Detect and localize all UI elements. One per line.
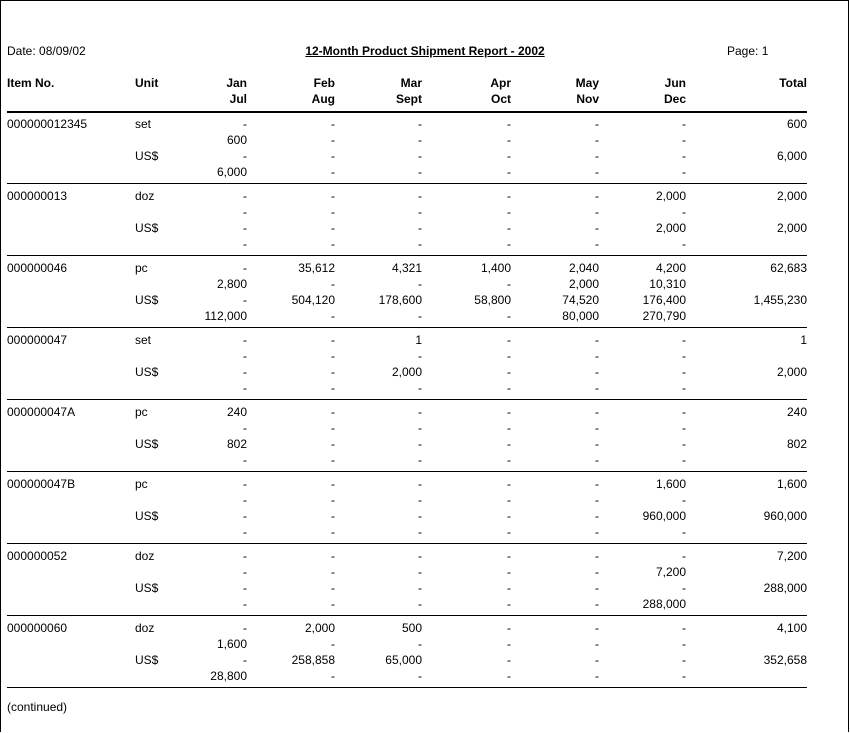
row-divider bbox=[7, 615, 807, 616]
month-value: - bbox=[243, 597, 247, 611]
month-value: - bbox=[595, 525, 599, 539]
month-value: - bbox=[418, 421, 422, 435]
month-value: - bbox=[682, 493, 686, 507]
month-value: - bbox=[507, 581, 511, 595]
month-value: 74,520 bbox=[562, 293, 599, 307]
month-value: - bbox=[595, 549, 599, 563]
month-value: 600 bbox=[226, 133, 247, 147]
qty-total: 1 bbox=[800, 333, 807, 347]
month-value: - bbox=[507, 221, 511, 235]
header-month-bottom: Dec bbox=[663, 92, 686, 106]
month-value: 1,600 bbox=[216, 637, 247, 651]
month-value: - bbox=[243, 621, 247, 635]
month-value: - bbox=[682, 237, 686, 251]
month-value: - bbox=[595, 621, 599, 635]
month-value: - bbox=[682, 653, 686, 667]
month-value: - bbox=[418, 165, 422, 179]
month-value: - bbox=[331, 205, 335, 219]
month-value: - bbox=[595, 149, 599, 163]
unit-label: pc bbox=[135, 405, 148, 419]
month-value: - bbox=[331, 525, 335, 539]
unit-label: pc bbox=[135, 261, 148, 275]
header-month-top: Mar bbox=[400, 76, 422, 90]
month-value: - bbox=[507, 165, 511, 179]
month-value: - bbox=[507, 237, 511, 251]
month-value: - bbox=[331, 381, 335, 395]
month-value: 176,400 bbox=[642, 293, 686, 307]
month-value: - bbox=[243, 261, 247, 275]
unit-label: pc bbox=[135, 477, 148, 491]
month-value: - bbox=[331, 277, 335, 291]
month-value: - bbox=[507, 637, 511, 651]
month-value: - bbox=[331, 669, 335, 683]
month-value: - bbox=[243, 189, 247, 203]
month-value: - bbox=[507, 277, 511, 291]
month-value: - bbox=[682, 405, 686, 419]
header-month-top: May bbox=[575, 76, 599, 90]
month-value: - bbox=[331, 221, 335, 235]
month-value: - bbox=[243, 477, 247, 491]
month-value: 178,600 bbox=[378, 293, 422, 307]
month-value: - bbox=[507, 405, 511, 419]
item-number: 000000013 bbox=[7, 189, 68, 203]
month-value: - bbox=[507, 509, 511, 523]
month-value: - bbox=[243, 237, 247, 251]
month-value: - bbox=[331, 581, 335, 595]
month-value: 504,120 bbox=[291, 293, 335, 307]
currency-label: US$ bbox=[135, 437, 159, 451]
month-value: - bbox=[595, 405, 599, 419]
month-value: - bbox=[595, 565, 599, 579]
qty-total: 600 bbox=[786, 117, 807, 131]
header-month-bottom: Sept bbox=[395, 92, 422, 106]
item-number: 000000047B bbox=[7, 477, 76, 491]
month-value: - bbox=[595, 165, 599, 179]
header-month-bottom: Aug bbox=[311, 92, 335, 106]
month-value: - bbox=[418, 205, 422, 219]
header-month-bottom: Jul bbox=[229, 92, 247, 106]
month-value: - bbox=[595, 117, 599, 131]
usd-total: 802 bbox=[786, 437, 807, 451]
month-value: - bbox=[682, 525, 686, 539]
month-value: - bbox=[682, 437, 686, 451]
month-value: - bbox=[507, 117, 511, 131]
row-divider bbox=[7, 687, 807, 688]
usd-total: 2,000 bbox=[776, 221, 807, 235]
month-value: - bbox=[418, 277, 422, 291]
month-value: - bbox=[507, 349, 511, 363]
month-value: 288,000 bbox=[642, 597, 686, 611]
month-value: - bbox=[331, 365, 335, 379]
month-value: 58,800 bbox=[474, 293, 511, 307]
month-value: - bbox=[507, 477, 511, 491]
month-value: - bbox=[243, 349, 247, 363]
row-divider bbox=[7, 471, 807, 472]
month-value: - bbox=[595, 453, 599, 467]
month-value: - bbox=[418, 381, 422, 395]
unit-label: doz bbox=[135, 549, 155, 563]
month-value: - bbox=[507, 189, 511, 203]
month-value: 80,000 bbox=[562, 309, 599, 323]
month-value: - bbox=[418, 477, 422, 491]
usd-total: 1,455,230 bbox=[753, 293, 807, 307]
month-value: - bbox=[418, 581, 422, 595]
month-value: - bbox=[682, 621, 686, 635]
month-value: - bbox=[682, 349, 686, 363]
month-value: - bbox=[418, 133, 422, 147]
month-value: 960,000 bbox=[642, 509, 686, 523]
month-value: - bbox=[418, 349, 422, 363]
item-number: 000000047 bbox=[7, 333, 68, 347]
month-value: - bbox=[331, 333, 335, 347]
month-value: - bbox=[507, 453, 511, 467]
month-value: 258,858 bbox=[291, 653, 335, 667]
month-value: - bbox=[418, 189, 422, 203]
qty-total: 240 bbox=[786, 405, 807, 419]
month-value: - bbox=[243, 653, 247, 667]
month-value: - bbox=[331, 189, 335, 203]
month-value: - bbox=[243, 453, 247, 467]
currency-label: US$ bbox=[135, 293, 159, 307]
month-value: - bbox=[243, 333, 247, 347]
month-value: - bbox=[418, 525, 422, 539]
month-value: 2,800 bbox=[216, 277, 247, 291]
month-value: - bbox=[507, 549, 511, 563]
month-value: - bbox=[243, 581, 247, 595]
month-value: - bbox=[418, 453, 422, 467]
month-value: - bbox=[595, 581, 599, 595]
month-value: - bbox=[243, 525, 247, 539]
header-month-top: Feb bbox=[313, 76, 335, 90]
month-value: 2,000 bbox=[304, 621, 335, 635]
month-value: - bbox=[243, 493, 247, 507]
month-value: 6,000 bbox=[216, 165, 247, 179]
month-value: - bbox=[682, 421, 686, 435]
month-value: - bbox=[331, 549, 335, 563]
unit-label: doz bbox=[135, 189, 155, 203]
month-value: - bbox=[595, 349, 599, 363]
month-value: - bbox=[243, 149, 247, 163]
unit-label: set bbox=[135, 333, 152, 347]
month-value: - bbox=[682, 149, 686, 163]
month-value: - bbox=[243, 365, 247, 379]
month-value: 2,040 bbox=[568, 261, 599, 275]
currency-label: US$ bbox=[135, 581, 159, 595]
month-value: - bbox=[243, 221, 247, 235]
month-value: - bbox=[418, 437, 422, 451]
month-value: - bbox=[331, 405, 335, 419]
report-title: 12-Month Product Shipment Report - 2002 bbox=[305, 44, 545, 58]
month-value: - bbox=[595, 669, 599, 683]
month-value: - bbox=[507, 149, 511, 163]
month-value: - bbox=[418, 637, 422, 651]
month-value: - bbox=[418, 509, 422, 523]
month-value: - bbox=[682, 117, 686, 131]
month-value: 1,600 bbox=[655, 477, 686, 491]
currency-label: US$ bbox=[135, 149, 159, 163]
month-value: - bbox=[507, 421, 511, 435]
month-value: - bbox=[418, 597, 422, 611]
usd-total: 960,000 bbox=[763, 509, 807, 523]
month-value: - bbox=[507, 381, 511, 395]
month-value: - bbox=[507, 365, 511, 379]
month-value: 1,400 bbox=[480, 261, 511, 275]
header-total: Total bbox=[779, 76, 807, 90]
row-divider bbox=[7, 399, 807, 400]
month-value: - bbox=[331, 421, 335, 435]
month-value: 4,321 bbox=[391, 261, 422, 275]
month-value: 500 bbox=[401, 621, 422, 635]
month-value: - bbox=[595, 237, 599, 251]
month-value: 270,790 bbox=[642, 309, 686, 323]
month-value: - bbox=[507, 525, 511, 539]
item-number: 000000060 bbox=[7, 621, 68, 635]
row-divider bbox=[7, 255, 807, 256]
month-value: 7,200 bbox=[655, 565, 686, 579]
month-value: - bbox=[595, 493, 599, 507]
month-value: - bbox=[595, 189, 599, 203]
month-value: - bbox=[331, 453, 335, 467]
month-value: - bbox=[243, 205, 247, 219]
item-number: 000000052 bbox=[7, 549, 68, 563]
month-value: - bbox=[331, 149, 335, 163]
month-value: - bbox=[595, 477, 599, 491]
qty-total: 62,683 bbox=[770, 261, 807, 275]
month-value: 802 bbox=[226, 437, 247, 451]
month-value: - bbox=[331, 165, 335, 179]
row-divider bbox=[7, 327, 807, 328]
month-value: 2,000 bbox=[655, 221, 686, 235]
month-value: 4,200 bbox=[655, 261, 686, 275]
month-value: - bbox=[331, 637, 335, 651]
month-value: - bbox=[507, 437, 511, 451]
qty-total: 1,600 bbox=[776, 477, 807, 491]
month-value: - bbox=[595, 421, 599, 435]
month-value: - bbox=[418, 549, 422, 563]
usd-total: 288,000 bbox=[763, 581, 807, 595]
month-value: - bbox=[418, 221, 422, 235]
page-number: Page: 1 bbox=[727, 44, 769, 58]
header-month-top: Jan bbox=[226, 76, 247, 90]
month-value: - bbox=[243, 509, 247, 523]
month-value: - bbox=[418, 405, 422, 419]
month-value: - bbox=[243, 293, 247, 307]
month-value: - bbox=[243, 421, 247, 435]
month-value: - bbox=[595, 365, 599, 379]
month-value: 112,000 bbox=[204, 309, 247, 323]
currency-label: US$ bbox=[135, 365, 159, 379]
month-value: - bbox=[682, 453, 686, 467]
month-value: - bbox=[595, 509, 599, 523]
usd-total: 6,000 bbox=[776, 149, 807, 163]
item-number: 000000047A bbox=[7, 405, 76, 419]
month-value: - bbox=[595, 221, 599, 235]
month-value: - bbox=[682, 333, 686, 347]
month-value: 1 bbox=[415, 333, 422, 347]
month-value: - bbox=[507, 653, 511, 667]
month-value: - bbox=[331, 597, 335, 611]
row-divider bbox=[7, 183, 807, 184]
month-value: - bbox=[682, 637, 686, 651]
month-value: - bbox=[595, 637, 599, 651]
report-date: Date: 08/09/02 bbox=[7, 44, 86, 58]
month-value: - bbox=[507, 669, 511, 683]
month-value: - bbox=[418, 117, 422, 131]
header-month-top: Jun bbox=[664, 76, 686, 90]
month-value: 240 bbox=[226, 405, 247, 419]
month-value: - bbox=[331, 477, 335, 491]
month-value: - bbox=[418, 309, 422, 323]
month-value: - bbox=[418, 565, 422, 579]
month-value: - bbox=[507, 309, 511, 323]
month-value: - bbox=[682, 581, 686, 595]
month-value: 2,000 bbox=[391, 365, 422, 379]
month-value: - bbox=[331, 565, 335, 579]
header-month-top: Apr bbox=[490, 76, 511, 90]
month-value: - bbox=[682, 165, 686, 179]
month-value: - bbox=[331, 117, 335, 131]
currency-label: US$ bbox=[135, 221, 159, 235]
qty-total: 2,000 bbox=[776, 189, 807, 203]
month-value: 2,000 bbox=[655, 189, 686, 203]
month-value: 35,612 bbox=[298, 261, 335, 275]
item-number: 000000012345 bbox=[7, 117, 88, 131]
month-value: - bbox=[243, 549, 247, 563]
row-divider bbox=[7, 543, 807, 544]
month-value: - bbox=[418, 669, 422, 683]
header-month-bottom: Oct bbox=[490, 92, 511, 106]
unit-label: set bbox=[135, 117, 152, 131]
month-value: - bbox=[507, 565, 511, 579]
month-value: - bbox=[507, 133, 511, 147]
month-value: - bbox=[418, 237, 422, 251]
month-value: - bbox=[682, 669, 686, 683]
month-value: - bbox=[331, 309, 335, 323]
month-value: - bbox=[595, 133, 599, 147]
month-value: - bbox=[331, 493, 335, 507]
item-number: 000000046 bbox=[7, 261, 68, 275]
month-value: - bbox=[507, 493, 511, 507]
month-value: - bbox=[682, 365, 686, 379]
currency-label: US$ bbox=[135, 653, 159, 667]
month-value: - bbox=[595, 333, 599, 347]
month-value: - bbox=[331, 133, 335, 147]
month-value: 2,000 bbox=[568, 277, 599, 291]
month-value: 28,800 bbox=[210, 669, 247, 683]
qty-total: 4,100 bbox=[776, 621, 807, 635]
month-value: - bbox=[418, 493, 422, 507]
currency-label: US$ bbox=[135, 509, 159, 523]
month-value: - bbox=[595, 381, 599, 395]
qty-total: 7,200 bbox=[776, 549, 807, 563]
month-value: - bbox=[682, 133, 686, 147]
month-value: - bbox=[507, 333, 511, 347]
month-value: - bbox=[682, 205, 686, 219]
usd-total: 2,000 bbox=[776, 365, 807, 379]
month-value: - bbox=[331, 509, 335, 523]
month-value: - bbox=[595, 653, 599, 667]
month-value: - bbox=[331, 437, 335, 451]
continued-note: (continued) bbox=[7, 700, 68, 714]
month-value: - bbox=[595, 205, 599, 219]
month-value: - bbox=[507, 621, 511, 635]
month-value: - bbox=[418, 149, 422, 163]
header-item-no: Item No. bbox=[7, 76, 55, 90]
month-value: - bbox=[595, 597, 599, 611]
month-value: - bbox=[682, 549, 686, 563]
header-month-bottom: Nov bbox=[576, 92, 599, 106]
month-value: 65,000 bbox=[385, 653, 422, 667]
month-value: - bbox=[331, 237, 335, 251]
month-value: - bbox=[507, 597, 511, 611]
month-value: - bbox=[243, 565, 247, 579]
month-value: - bbox=[595, 437, 599, 451]
month-value: - bbox=[331, 349, 335, 363]
month-value: 10,310 bbox=[649, 277, 686, 291]
month-value: - bbox=[682, 381, 686, 395]
header-divider bbox=[7, 111, 807, 113]
month-value: - bbox=[507, 205, 511, 219]
unit-label: doz bbox=[135, 621, 155, 635]
month-value: - bbox=[243, 381, 247, 395]
month-value: - bbox=[243, 117, 247, 131]
usd-total: 352,658 bbox=[763, 653, 807, 667]
header-unit: Unit bbox=[135, 76, 159, 90]
